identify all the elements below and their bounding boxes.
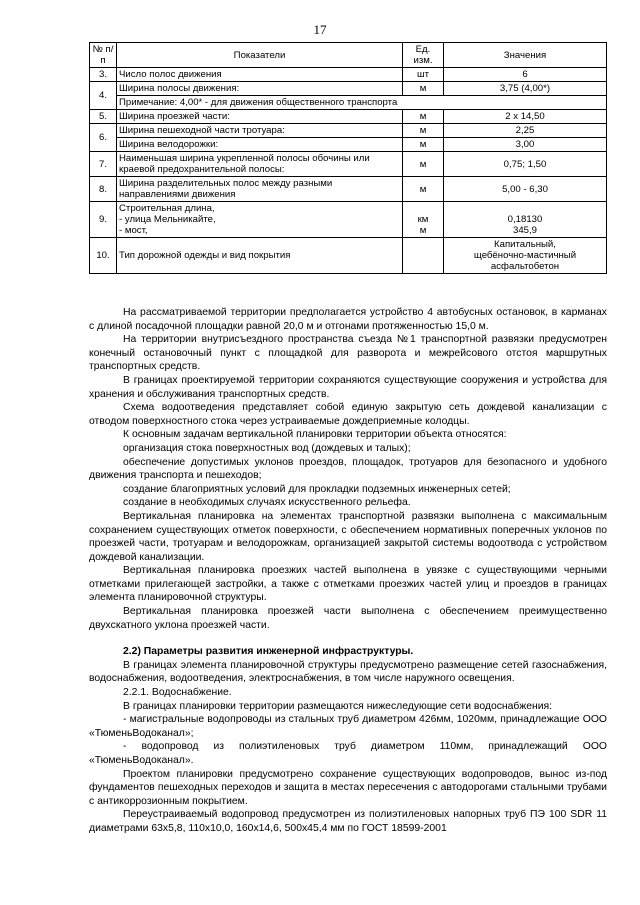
row-num: 6. bbox=[90, 124, 117, 152]
row-unit: шт bbox=[403, 68, 444, 82]
row-unit-line: км bbox=[417, 214, 429, 225]
row-unit: м bbox=[403, 124, 444, 138]
row-value: 6 bbox=[444, 68, 607, 82]
paragraph: Проектом планировки предусмотрено сохранение существующих водопроводов, вынос из-под фундаментов пешеходных переходов и защита в местах пересечения с автодорогами стальными трубами с антикоррозионным покрытием. bbox=[89, 768, 607, 807]
paragraph: В границах планировки территории размещаются нижеследующие сети водоснабжения: bbox=[123, 700, 553, 712]
paragraph: К основным задачам вертикальной планировки территории объекта относятся: bbox=[123, 429, 507, 441]
row-unit bbox=[403, 202, 444, 238]
table-row bbox=[90, 177, 607, 202]
row-value-line: 345,9 bbox=[512, 225, 537, 236]
paragraph: На территории внутрисъездного пространства съезда №1 транспортной развязки предусмотрен конечный остановочный пункт с площадкой для разворота и межрейсового отстоя маршрутных транспортных средств. bbox=[89, 334, 607, 373]
row-name: Ширина проезжей части: bbox=[117, 110, 403, 124]
row-value: 2 х 14,50 bbox=[444, 110, 607, 124]
paragraph: создание благоприятных условий для прокладки подземных инженерных сетей; bbox=[123, 483, 511, 495]
paragraph: Вертикальная планировка на элементах транспортной развязки выполнена с максимальным сохранением существующих отметок поверхности, с обеспечением нормативных поперечных уклонов по проезжей части, тротуарам и велодорожкам, организацией закрытой системы водоотвода с устройством дождевой канализации. bbox=[89, 510, 607, 563]
row-unit bbox=[403, 238, 444, 274]
row-num: 9. bbox=[90, 202, 117, 238]
row-value: 5,00 - 6,30 bbox=[444, 177, 607, 202]
parameters-table bbox=[89, 42, 607, 274]
row-name: Ширина пешеходной части тротуара: bbox=[117, 124, 403, 138]
row-unit: м bbox=[403, 177, 444, 202]
row-num: 4. bbox=[90, 82, 117, 110]
row-note: Примечание: 4,00* - для движения общественного транспорта bbox=[117, 96, 607, 110]
row-unit-line: м bbox=[419, 225, 427, 236]
row-num: 5. bbox=[90, 110, 117, 124]
header-value: Значения bbox=[444, 43, 607, 68]
paragraph: На рассматриваемой территории предполагается устройство 4 автобусных остановок, в карманах с длиной посадочной площадки равной 20,0 м и отгонами протяженностью 15,0 м. bbox=[89, 307, 607, 332]
row-name-line: Строительная длина, bbox=[119, 203, 215, 214]
paragraph: - водопровод из полиэтиленовых труб диаметром 110мм, принадлежащий ООО «ТюменьВодоканал». bbox=[89, 741, 607, 766]
row-name: Наименьшая ширина укрепленной полосы обочины или краевой предохранительной полосы: bbox=[117, 152, 403, 177]
table-row bbox=[90, 152, 607, 177]
row-name-line: - мост, bbox=[119, 225, 148, 236]
row-name: Ширина разделительных полос между разными направлениями движения bbox=[117, 177, 403, 202]
table-row bbox=[90, 202, 607, 238]
row-name bbox=[117, 202, 403, 238]
row-num: 10. bbox=[90, 238, 117, 274]
row-name: Ширина велодорожки: bbox=[117, 138, 403, 152]
row-value-line: асфальтобетон bbox=[490, 261, 560, 272]
table-header-row bbox=[90, 43, 607, 68]
row-value bbox=[444, 202, 607, 238]
paragraph: Вертикальная планировка проезжих частей выполнена в увязке с существующими черными отметками прилегающей застройки, а также с отметками проезжих частей улиц и проездов в границах элемента планировочной структуры. bbox=[89, 565, 607, 604]
paragraph: обеспечение допустимых уклонов проездов, площадок, тротуаров для безопасного и удобного движения транспорта и пешеходов; bbox=[89, 456, 607, 482]
row-value-line: Капитальный, bbox=[494, 239, 556, 250]
row-unit: м bbox=[403, 110, 444, 124]
paragraph: Вертикальная планировка проезжей части выполнена с обеспечением преимущественно двухскатного уклона проезжей части. bbox=[89, 606, 607, 631]
paragraph: В границах проектируемой территории сохраняются существующие сооружения и устройства для хранения и обслуживания транспортных средств. bbox=[89, 374, 607, 400]
table-row bbox=[90, 68, 607, 82]
paragraph: Схема водоотведения представляет собой единую закрытую сеть дождевой канализации с отводом поверхностного стока через устраиваемые дождеприемные колодцы. bbox=[89, 402, 607, 427]
page-number: 17 bbox=[313, 22, 327, 37]
row-value: 0,75; 1,50 bbox=[444, 152, 607, 177]
row-value: 3,75 (4,00*) bbox=[444, 82, 607, 96]
row-num: 8. bbox=[90, 177, 117, 202]
table-row bbox=[90, 110, 607, 124]
row-value bbox=[444, 238, 607, 274]
paragraph: - магистральные водопроводы из стальных труб диаметром 426мм, 1020мм, принадлежащие ООО «ТюменьВодоканал»; bbox=[89, 714, 607, 739]
row-num: 3. bbox=[90, 68, 117, 82]
paragraph: В границах элемента планировочной структуры предусмотрено размещение сетей газоснабжения, водоснабжения, водоотведения, электроснабжения, в том числе наружного освещения. bbox=[89, 659, 607, 685]
paragraph: создание в необходимых случаях искусственного рельефа. bbox=[123, 497, 411, 509]
row-value: 2,25 bbox=[444, 124, 607, 138]
section-heading: 2.2) Параметры развития инженерной инфраструктуры. bbox=[123, 646, 414, 658]
row-name: Число полос движения bbox=[117, 68, 403, 82]
table-row bbox=[90, 124, 607, 138]
row-unit: м bbox=[403, 138, 444, 152]
subsection-heading: 2.2.1. Водоснабжение. bbox=[123, 687, 232, 699]
table-row bbox=[90, 238, 607, 274]
paragraph: Переустраиваемый водопровод предусмотрен из полиэтиленовых напорных труб ПЭ 100 SDR 11 диаметрами 63х5,8, 110х10,0, 160х14,6, 500х45,4 мм по ГОСТ 18599-2001 bbox=[89, 809, 607, 834]
row-value: 3,00 bbox=[444, 138, 607, 152]
row-value-line: щебёночно-мастичный bbox=[473, 250, 577, 261]
row-unit: м bbox=[403, 82, 444, 96]
header-name: Показатели bbox=[117, 43, 403, 68]
body-text bbox=[89, 306, 607, 836]
table-row-note bbox=[90, 96, 607, 110]
header-unit: Ед. изм. bbox=[403, 43, 444, 68]
row-unit: м bbox=[403, 152, 444, 177]
table-row bbox=[90, 82, 607, 96]
header-num: № п/п bbox=[90, 43, 117, 68]
row-name: Тип дорожной одежды и вид покрытия bbox=[117, 238, 403, 274]
paragraph: организация стока поверхностных вод (дождевых и талых); bbox=[123, 442, 411, 454]
row-num: 7. bbox=[90, 152, 117, 177]
table-row bbox=[90, 138, 607, 152]
row-name: Ширина полосы движения: bbox=[117, 82, 403, 96]
row-name-line: - улица Мельникайте, bbox=[119, 214, 216, 225]
row-value-line: 0,18130 bbox=[507, 214, 543, 225]
